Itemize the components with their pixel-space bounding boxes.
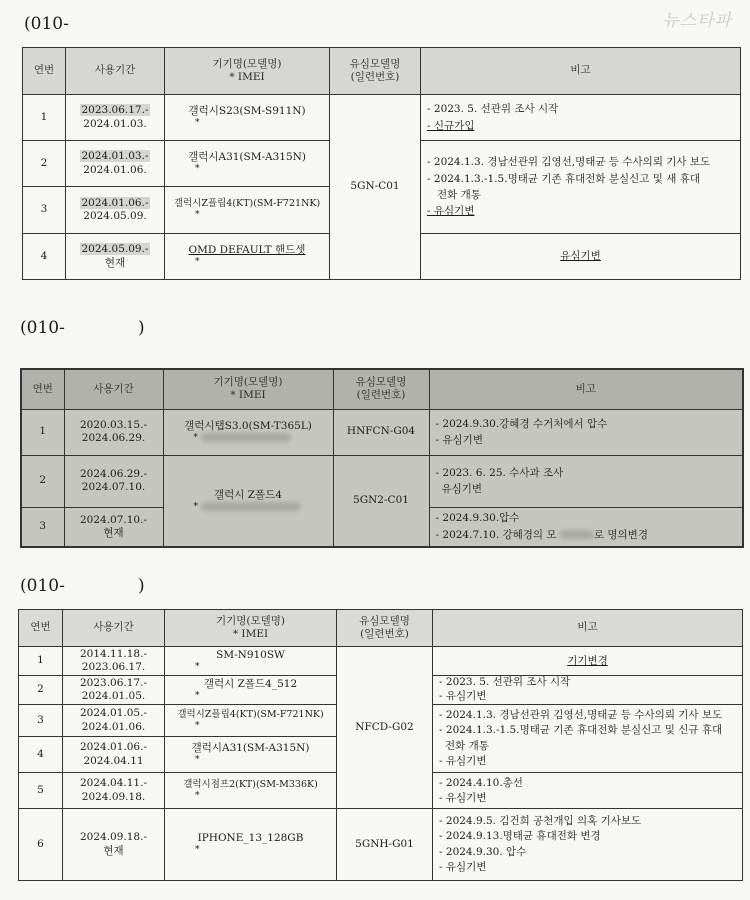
period-end: 현재 <box>103 526 124 539</box>
row-period <box>63 773 165 809</box>
period-start: 2024.01.06.- <box>81 196 149 209</box>
row-device <box>165 737 337 773</box>
device-name: SM-N910SW <box>216 648 285 661</box>
device-name: IPHONE_13_128GB <box>197 832 304 845</box>
row-device <box>165 187 330 234</box>
section-3-title <box>20 576 145 596</box>
header-period: 사용기간 <box>63 610 165 647</box>
remark-line: - 2024.9.30.압수 <box>435 512 520 525</box>
row-no: 2 <box>21 455 64 507</box>
section-2-title-close: ) <box>138 318 145 338</box>
period-end: 2023.06.17. <box>81 661 146 673</box>
row-remarks <box>433 676 743 705</box>
device-name: 갤럭시A31(SM-A315N) <box>188 151 306 164</box>
remark-line: - 2024.1.3.-1.5.명태균 기존 휴대전화 분실신고 및 새 휴대 <box>427 172 701 185</box>
period-start: 2023.06.17.- <box>81 104 149 117</box>
remark-line: - 유심기변 <box>435 434 483 446</box>
imei-mark: * <box>195 845 200 856</box>
header-usim <box>337 610 433 647</box>
header-device <box>165 610 337 647</box>
row-period <box>66 95 165 141</box>
table-1 <box>22 47 741 280</box>
remark-line: 유심기변 <box>441 483 483 495</box>
row-remarks <box>421 95 741 141</box>
row-usim: 5GN-C01 <box>330 95 421 280</box>
row-no: 4 <box>19 737 63 773</box>
header-device-l1: 기기명(모델명) <box>213 376 283 389</box>
device-name: 갤럭시점프2(KT)(SM-M336K) <box>183 778 318 790</box>
header-no: 연번 <box>21 369 64 409</box>
device-name: 갤럭시 Z폴드4 <box>213 488 283 501</box>
remark-line: - 유심기변 <box>439 690 487 702</box>
remark-line: - 2024.9.30. 압수 <box>439 845 527 858</box>
period-end: 2024.01.05. <box>81 690 146 702</box>
remark-line: - 2024.1.3.-1.5.명태균 기존 휴대전화 분실신고 및 신규 휴대 <box>439 724 723 737</box>
row-period <box>66 141 165 187</box>
header-period: 사용기간 <box>64 369 163 409</box>
table-2 <box>20 368 744 548</box>
remark-line: - 유심기변 <box>439 754 487 767</box>
row-period <box>64 507 163 547</box>
row-device <box>165 809 337 881</box>
imei-mark: * <box>195 661 200 672</box>
header-device-l2: * IMEI <box>230 389 266 402</box>
row-no: 5 <box>19 773 63 809</box>
imei-mark: * <box>195 257 200 268</box>
imei-mark: * <box>164 433 333 444</box>
device-name: 갤럭시Z플립4(KT)(SM-F721NK) <box>173 198 321 210</box>
header-no: 연번 <box>23 48 66 95</box>
row-period <box>66 234 165 280</box>
period-start: 2024.04.11.- <box>79 777 147 790</box>
redaction <box>201 433 291 442</box>
row-no: 1 <box>21 409 64 455</box>
redaction <box>560 530 594 539</box>
remark-line: - 2024.1.3. 경남선관위 김영선,명태균 등 수사의뢰 기사 보도 <box>427 156 711 169</box>
table-row <box>21 409 743 455</box>
section-3-title-open: (010- <box>20 576 65 596</box>
period-start: 2024.01.05.- <box>79 707 147 720</box>
section-2-title-open: (010- <box>20 318 65 338</box>
period-start: 2024.07.10.- <box>79 513 147 526</box>
period-start: 2020.03.15.- <box>79 418 147 431</box>
remark-line: - 유심기변 <box>439 791 487 804</box>
table-row <box>19 809 743 881</box>
row-device <box>165 95 330 141</box>
remark-line: - 2023. 5. 선관위 조사 시작 <box>427 103 559 116</box>
period-end: 2024.06.29. <box>81 432 146 444</box>
imei-mark: * <box>195 720 200 731</box>
header-device-l2: * IMEI <box>232 628 269 640</box>
remark-line: 전화 개통 <box>445 739 489 752</box>
remark-line: - 2024.9.13.명태균 휴대전화 변경 <box>439 830 601 843</box>
imei-mark: * <box>195 755 200 766</box>
row-remarks <box>433 809 743 881</box>
redaction <box>201 502 301 511</box>
remark-line: - 2024.4.10.총선 <box>439 776 523 789</box>
header-remarks: 비고 <box>433 610 743 647</box>
row-device <box>163 455 333 547</box>
remark-line: 기기변경 <box>567 654 608 667</box>
row-usim: 5GN2-C01 <box>333 455 429 547</box>
section-1-title: (010- <box>24 14 69 34</box>
row-device <box>165 141 330 187</box>
row-usim: 5GNH-G01 <box>337 809 433 881</box>
device-name: 갤럭시탭S3.0(SM-T365L) <box>184 419 312 432</box>
row-period <box>63 647 165 676</box>
header-usim-l1: 유심모델명 <box>355 376 407 389</box>
row-no: 3 <box>23 187 66 234</box>
row-no: 1 <box>23 95 66 141</box>
period-start: 2024.06.29.- <box>79 467 147 480</box>
period-end: 현재 <box>104 256 126 269</box>
row-no: 2 <box>23 141 66 187</box>
row-remarks <box>433 647 743 676</box>
header-remarks: 비고 <box>421 48 741 95</box>
imei-mark: * <box>195 118 200 129</box>
row-device <box>165 773 337 809</box>
period-end: 2024.04.11 <box>83 754 144 767</box>
watermark-logo: 뉴스타파 <box>662 11 732 31</box>
section-3-title-close: ) <box>138 576 145 596</box>
device-name: 갤럭시S23(SM-S911N) <box>188 105 306 118</box>
period-start: 2024.01.03.- <box>81 150 149 163</box>
remark-line: - 유심기변 <box>427 205 475 218</box>
row-remarks <box>429 455 743 507</box>
row-no: 3 <box>21 507 64 547</box>
remark-line: - 유심기변 <box>439 860 487 873</box>
imei-mark: * <box>195 790 200 801</box>
row-remarks <box>421 234 741 280</box>
row-no: 6 <box>19 809 63 881</box>
table-3 <box>18 609 743 881</box>
row-device <box>165 234 330 280</box>
section-2-title <box>20 318 145 338</box>
period-end: 2024.05.09. <box>83 210 147 222</box>
table-row <box>19 647 743 676</box>
period-end: 2024.01.03. <box>83 117 147 130</box>
period-end: 2024.01.06. <box>81 720 146 733</box>
header-device-l2: * IMEI <box>229 71 265 83</box>
header-device <box>163 369 333 409</box>
row-no: 1 <box>19 647 63 676</box>
row-period <box>63 737 165 773</box>
period-start: 2024.05.09.- <box>81 243 149 256</box>
row-device <box>163 409 333 455</box>
row-device <box>165 676 337 705</box>
period-end: 2024.01.06. <box>83 163 147 176</box>
imei-mark: * <box>195 690 200 701</box>
table-row <box>23 95 741 141</box>
row-usim: HNFCN-G04 <box>333 409 429 455</box>
row-no: 2 <box>19 676 63 705</box>
row-no: 4 <box>23 234 66 280</box>
device-name: 갤럭시A31(SM-A315N) <box>191 742 310 755</box>
header-usim <box>330 48 421 95</box>
remark-line: 유심기변 <box>560 250 601 263</box>
row-remarks <box>433 773 743 809</box>
row-remarks <box>429 409 743 455</box>
row-remarks <box>433 705 743 773</box>
remark-line: 전화 개통 <box>437 189 481 201</box>
header-period: 사용기간 <box>66 48 165 95</box>
header-device-l1: 기기명(모델명) <box>212 57 282 70</box>
row-remarks <box>421 141 741 234</box>
row-period <box>64 409 163 455</box>
header-device-l1: 기기명(모델명) <box>215 614 286 627</box>
header-remarks: 비고 <box>429 369 743 409</box>
row-usim: NFCD-G02 <box>337 647 433 809</box>
table-row <box>21 455 743 507</box>
header-usim-l2: (일련번호) <box>360 628 409 640</box>
remark-line: - 2024.9.30.강혜경 수거처에서 압수 <box>435 417 608 430</box>
period-start: 2024.01.06.- <box>79 741 147 754</box>
remark-line: - 2023. 5. 선관위 조사 시작 <box>439 676 571 689</box>
row-device <box>165 647 337 676</box>
row-period <box>63 705 165 737</box>
imei-mark: * <box>195 164 200 175</box>
period-start: 2024.09.18.- <box>79 831 147 844</box>
remark-line: - 2024.9.5. 김건희 공천개입 의혹 기사보도 <box>439 815 642 828</box>
row-device <box>165 705 337 737</box>
imei-mark: * <box>164 502 333 513</box>
header-no: 연번 <box>19 610 63 647</box>
remark-line: - 2024.1.3. 경남선관위 김영선,명태균 등 수사의뢰 기사 보도 <box>439 709 723 722</box>
header-usim-l2: (일련번호) <box>356 389 406 402</box>
period-end: 2024.09.18. <box>81 790 146 803</box>
header-usim <box>333 369 429 409</box>
row-period <box>63 809 165 881</box>
imei-mark: * <box>195 210 200 221</box>
row-no: 3 <box>19 705 63 737</box>
period-start: 2014.11.18.- <box>79 647 147 660</box>
row-period <box>64 455 163 507</box>
period-end: 2024.07.10. <box>81 481 146 493</box>
device-name: 갤럭시 Z폴드4_512 <box>203 677 298 690</box>
device-name: 갤럭시Z플립4(KT)(SM-F721NK) <box>177 708 324 720</box>
header-usim-l2: (일련번호) <box>350 71 400 83</box>
row-period <box>63 676 165 705</box>
header-usim-l1: 유심모델명 <box>349 57 401 70</box>
period-start: 2023.06.17.- <box>79 676 147 689</box>
remark-line: - 2024.7.10. 강혜경의 모 로 명의변경 <box>435 528 648 541</box>
row-period <box>66 187 165 234</box>
header-usim-l1: 유심모델명 <box>359 614 410 627</box>
row-remarks <box>429 507 743 547</box>
remark-line: - 2023. 6. 25. 수사과 조사 <box>435 466 564 479</box>
device-name: OMD DEFAULT 핸드셋 <box>188 244 306 257</box>
header-device <box>165 48 330 95</box>
period-end: 현재 <box>103 844 124 857</box>
remark-line: - 신규가입 <box>427 119 475 132</box>
